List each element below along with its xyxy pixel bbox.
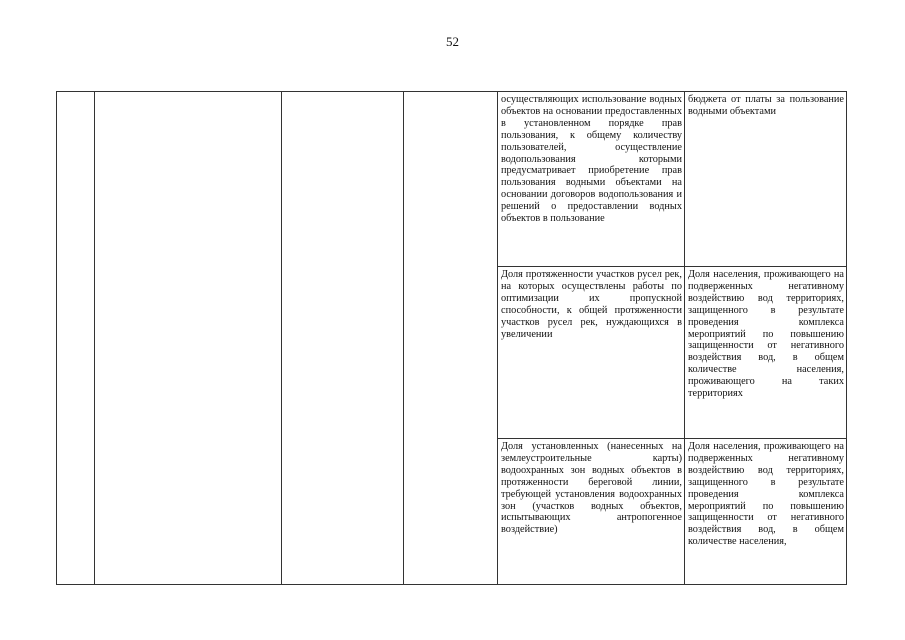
table-cell-empty bbox=[57, 92, 95, 585]
table-row bbox=[57, 92, 847, 267]
table-cell-indicator: осуществляющих использование водных объектов на основании предоставленных в установленном порядке прав пользования, к общему количеству пользователей, осуществление водопользования которыми предусматривает приобретение прав пользования водными объектами на основании договоров водопользования и решений о предоставлении водных объектов в пользование bbox=[498, 92, 685, 267]
table-cell-indicator: Доля населения, проживающего на подверженных негативному воздействию вод территориях, защищенного в результате проведения комплекса мероприятий по повышению защищенности от негативного воздействия вод, в общем количестве населения, проживающего на таких территориях bbox=[685, 267, 847, 439]
table-cell-empty bbox=[95, 92, 282, 585]
indicators-table bbox=[56, 91, 847, 585]
table-cell-indicator: Доля протяженности участков русел рек, на которых осуществлены работы по оптимизации их пропускной способности, к общей протяженности участков русел рек, нуждающихся в увеличении bbox=[498, 267, 685, 439]
table-cell-indicator: Доля населения, проживающего на подверженных негативному воздействию вод территориях, защищенного в результате проведения комплекса мероприятий по повышению защищенности от негативного воздействия вод, в общем количестве населения, bbox=[685, 439, 847, 585]
table-cell-indicator: бюджета от платы за пользование водными объектами bbox=[685, 92, 847, 267]
table-cell-indicator: Доля установленных (нанесенных на землеустроительные карты) водоохранных зон водных объектов в протяженности береговой линии, требующей установления водоохранных зон (участков водных объектов, испытывающих антропогенное воздействие) bbox=[498, 439, 685, 585]
table-cell-empty bbox=[404, 92, 498, 585]
page-number: 52 bbox=[446, 34, 459, 49]
table-cell-empty bbox=[282, 92, 404, 585]
